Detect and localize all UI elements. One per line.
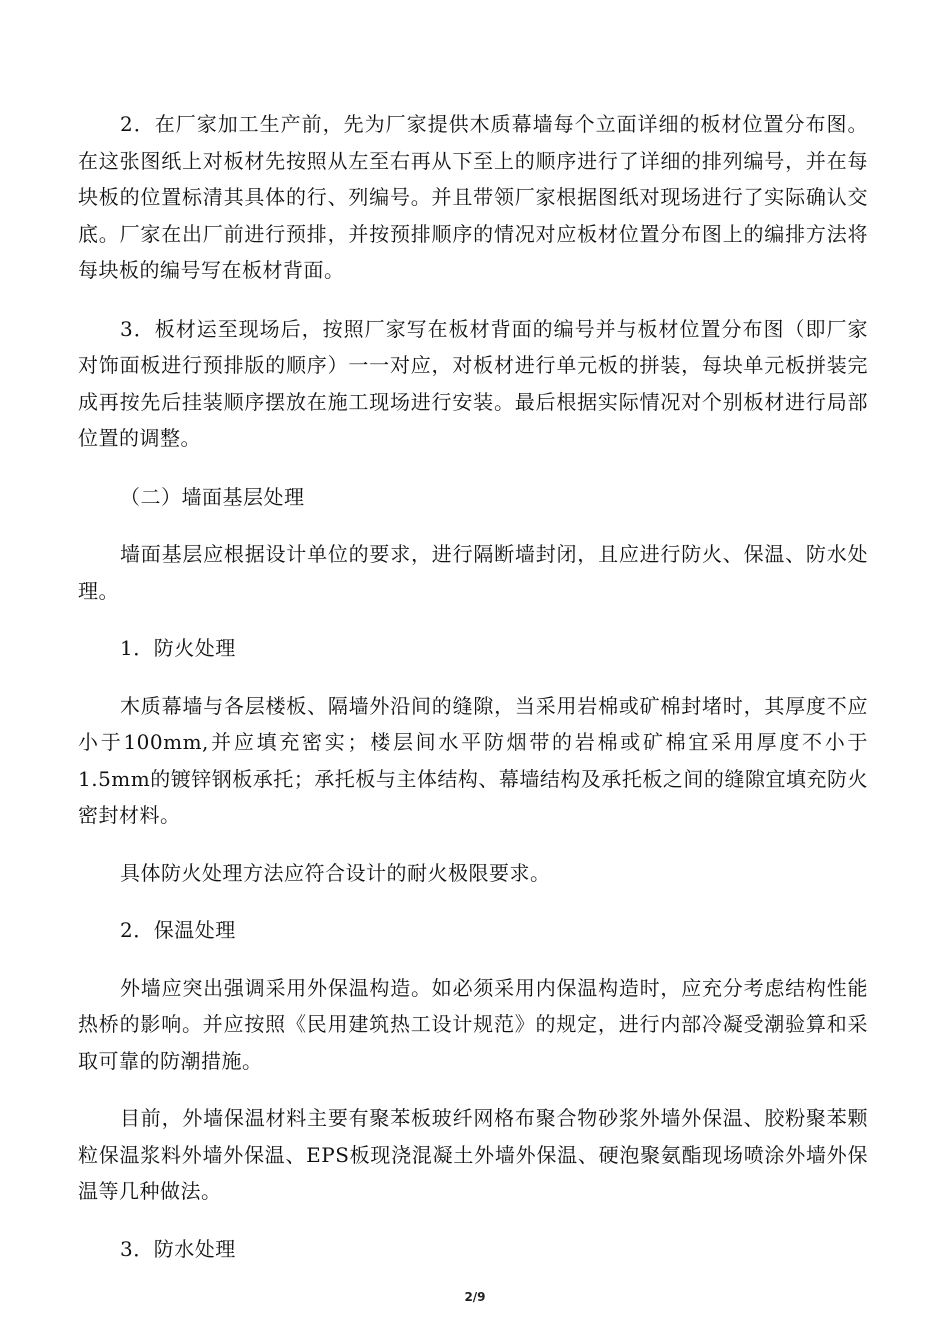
paragraph-onsite-assembly: 3．板材运至现场后，按照厂家写在板材背面的编号并与板材位置分布图（即厂家对饰面板进行预排版的顺序）一一对应，对板材进行单元板的拼装，每块单元板拼装完成再按先后挂装顺序摆放在施工现场进行安装。最后根据实际情况对个别板材进行局部位置的调整。	[78, 316, 868, 450]
paragraph-fire-rating: 具体防火处理方法应符合设计的耐火极限要求。	[120, 860, 551, 885]
page-number: 2/9	[464, 1290, 486, 1304]
paragraph-wall-base-intro: 墙面基层应根据设计单位的要求，进行隔断墙封闭，且应进行防火、保温、防水处理。	[78, 542, 868, 603]
paragraph-fire-sealing: 木质幕墙与各层楼板、隔墙外沿间的缝隙，当采用岩棉或矿棉封堵时，其厚度不应小于100mm,并应填充密实；楼层间水平防烟带的岩棉或矿棉宜采用厚度不小于1.5mm的镀锌钢板承托；承托板与主体结构、幕墙结构及承托板之间的缝隙宜填充防火密封材料。	[78, 693, 868, 827]
document-body	[78, 106, 868, 1267]
subheading-waterproofing: 3．防水处理	[120, 1236, 236, 1261]
paragraph-insulation-materials: 目前，外墙保温材料主要有聚苯板玻纤网格布聚合物砂浆外墙外保温、胶粉聚苯颗粒保温浆料外墙外保温、EPS板现浇混凝土外墙外保温、硬泡聚氨酯现场喷涂外墙外保温等几种做法。	[78, 1106, 868, 1203]
subheading-fire-protection: 1．防火处理	[120, 636, 236, 660]
paragraph-factory-layout-plan: 2．在厂家加工生产前，先为厂家提供木质幕墙每个立面详细的板材位置分布图。在这张图纸上对板材先按照从左至右再从下至上的顺序进行了详细的排列编号，并在每块板的位置标清其具体的行、列编号。并且带领厂家根据图纸对现场进行了实际确认交底。厂家在出厂前进行预排，并按预排顺序的情况对应板材位置分布图上的编排方法将每块板的编号写在板材背面。	[78, 112, 868, 282]
subheading-insulation: 2．保温处理	[120, 918, 236, 942]
paragraph-insulation-construction: 外墙应突出强调采用外保温构造。如必须采用内保温构造时，应充分考虑结构性能热桥的影响。并应按照《民用建筑热工设计规范》的规定，进行内部冷凝受潮验算和采取可靠的防潮措施。	[78, 975, 868, 1073]
section-heading-wall-base: （二）墙面基层处理	[120, 484, 305, 509]
